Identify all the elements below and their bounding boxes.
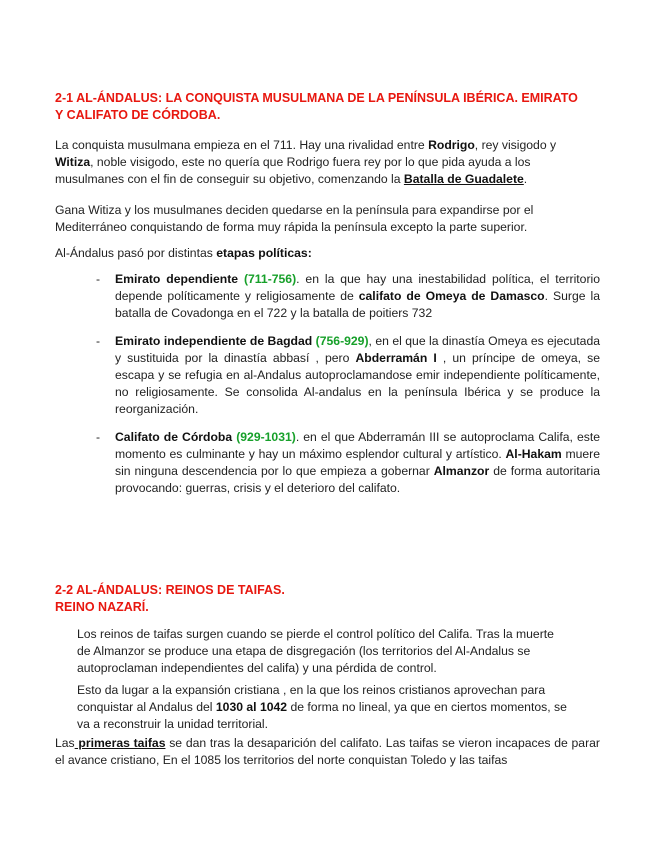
section-1-title-line-1: 2-1 AL-ÁNDALUS: LA CONQUISTA MUSULMANA DE LA PENÍNSULA IBÉRICA. EMIRATO	[55, 91, 578, 105]
section-2-title	[55, 582, 285, 616]
primeras-taifas-paragraph: Las primeras taifas se dan tras la desaparición del califato. Las taifas se vieron incapaces de parar el avance cristiano, En el 1085 los territorios del norte conquistan Toledo y las taifas	[55, 736, 600, 767]
batalla-guadalete-term: Batalla de Guadalete	[403, 172, 524, 186]
primeras-taifas-term: primeras taifas	[74, 736, 166, 750]
califato-cordoba-text: Califato de Córdoba (929-1031). en el que Abderramán III se autoproclama Califa, este momento es culminante y hay un máximo esplendor cultural y artístico. Al-Hakam muere sin ninguna descendencia por lo que empieza a gobernar Almanzor de forma autoritaria provocando: guerras, crisis y el deterioro del califato.	[115, 430, 600, 495]
expansion-paragraph: Gana Witiza y los musulmanes deciden quedarse en la península para expandirse por el Mediterráneo conquistando de forma muy rápida la península excepto la parte superior.	[55, 203, 534, 234]
expansion-cristiana-paragraph: Esto da lugar a la expansión cristiana , en la que los reinos cristianos aprovechan para conquistar al Andalus del 1030 al 1042 de forma no lineal, ya que en ciertos momentos, se va a reconstruir la unidad territorial.	[77, 683, 567, 731]
document-page: 2-1 AL-ÁNDALUS: LA CONQUISTA MUSULMANA DE LA PENÍNSULA IBÉRICA. EMIRATO Y CALIFATO DE CÓRDOBA. La conquista musulmana empieza en el 711. Hay una rivalidad entre Rodrigo, rey visigodo y Witiza, noble visigodo, este no quería que Rodrigo fuera rey por lo que pida ayuda a los musulmanes con el fin de conseguir su objetivo, comenzando la Batalla de Guadalete. Gana Witiza y los musulmanes deciden quedarse en la península para expandirse por el Mediterráneo conquistando de forma muy rápida la península excepto la parte superior. Al-Ándalus pasó por distintas etapas políticas: - Emirato dependiente (711-756). en la que hay una inestabilidad política, el territorio depende políticamente y religiosamente de califato de Omeya de Damasco. Surge la batalla de Covadonga en el 722 y la batalla de poitiers 732 - Emirato independiente de Bagdad (756-929), en el que la dinastía Omeya es ejecutada y sustituida por la dinastía abbasí , pero Abderramán I , un príncipe de omeya, se escapa y se refugia en al-Andalus autoproclamandose emir independiente políticamente, no religiosamente. Se consolida Al-andalus en la península Ibérica y se produce la reorganización. - Califato de Córdoba (929-1031). en el que Abderramán III se autoproclama Califa, este momento es culminante y hay un máximo esplendor cultural y artístico. Al-Hakam muere sin ninguna descendencia por lo que empieza a gobernar Almanzor de forma autoritaria provocando: guerras, crisis y el deterioro del califato. 2-2 AL-ÁNDALUS: REINOS DE TAIFAS. REINO NAZARÍ. Los reinos de taifas surgen cuando se pierde el control político del Califa. Tras la muerte de Almanzor se produce una etapa de disgregación (los territorios del Al-Andalus se autoproclaman independientes del califa) y una pérdida de control. Esto da lugar a la expansión cristiana , en la que los reinos cristianos aprovechan para conquistar al Andalus del 1030 al 1042 de forma no lineal, ya que en ciertos momentos, se va a reconstruir la unidad territorial. Las primeras taifas se dan tras la desaparición del califato. Las taifas se vieron incapaces de parar el avance cristiano, En el 1085 los territorios del norte conquistan Toledo y las taifas	[55, 91, 601, 767]
rodrigo-name: Rodrigo	[428, 138, 475, 152]
witiza-name: Witiza	[55, 155, 91, 169]
intro-paragraph: La conquista musulmana empieza en el 711. Hay una rivalidad entre Rodrigo, rey visigodo y Witiza, noble visigodo, este no quería que Rodrigo fuera rey por lo que pida ayuda a los musulmanes con el fin de conseguir su objetivo, comenzando la Batalla de Guadalete.	[55, 138, 557, 186]
emirato-independiente-text: Emirato independiente de Bagdad (756-929), en el que la dinastía Omeya es ejecutada y sustituida por la dinastía abbasí , pero Abderramán I , un príncipe de omeya, se escapa y se refugia en al-Andalus autoproclamandose emir independiente políticamente, no religiosamente. Se consolida Al-andalus en la península Ibérica y se produce la reorganización.	[115, 334, 601, 416]
section-1-title-line-2: Y CALIFATO DE CÓRDOBA.	[55, 108, 221, 122]
section-2-title-line-2: REINO NAZARÍ.	[55, 600, 149, 614]
taifas-paragraph: Los reinos de taifas surgen cuando se pierde el control político del Califa. Tras la muerte de Almanzor se produce una etapa de disgregación (los territorios del Al-Andalus se autoproclaman independientes del califa) y una pérdida de control.	[77, 627, 554, 675]
section-1-title	[55, 90, 578, 124]
stages-intro: Al-Ándalus pasó por distintas etapas políticas:	[55, 246, 312, 260]
emirato-dependiente-text: Emirato dependiente (711-756). en la que hay una inestabilidad política, el territorio depende políticamente y religiosamente de califato de Omeya de Damasco. Surge la batalla de Covadonga en el 722 y la batalla de poitiers 732	[115, 272, 600, 320]
section-2-title-line-1: 2-2 AL-ÁNDALUS: REINOS DE TAIFAS.	[55, 583, 285, 597]
